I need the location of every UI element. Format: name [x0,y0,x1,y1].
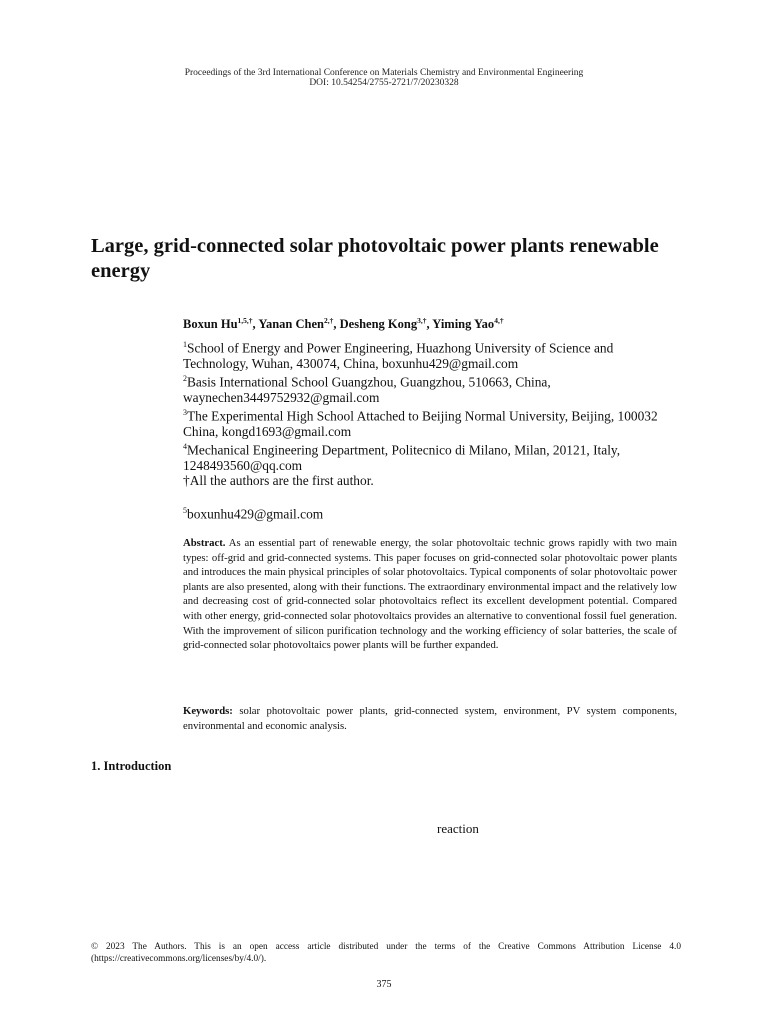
affiliation-text: School of Energy and Power Engineering, Huazhong University of Science and Technology, Wuhan, 430074, China, boxunhu429@gmail.com [183,340,614,371]
affiliation-text: The Experimental High School Attached to Beijing Normal University, Beijing, 100032 China, kongd1693@gmail.com [183,408,658,439]
keywords-label: Keywords: [183,705,233,717]
first-author-note: †All the authors are the first author. [183,473,374,489]
author: Yiming Yao [432,317,495,332]
proceedings-header: Proceedings of the 3rd International Conference on Materials Chemistry and Environmental Engineering [184,68,584,78]
author-separator: , [426,317,433,332]
abstract [183,536,677,653]
author-list [183,316,504,332]
affiliations [183,337,663,489]
author-separator: , [333,317,340,332]
affiliation-sup: 4 [183,442,187,452]
email-text: boxunhu429@gmail.com [187,506,324,522]
paper-title: Large, grid-connected solar photovoltaic power plants renewable energy [91,235,659,282]
author-sup: 2,† [324,316,334,325]
stray-word: reaction [437,821,479,836]
affiliation [183,371,663,405]
corresponding-email [183,506,323,522]
affiliation-sup: 3 [183,408,187,418]
affiliation-text: Basis International School Guangzhou, Guangzhou, 510663, China, waynechen3449752932@gmail.com [183,374,551,405]
abstract-label: Abstract. [183,537,226,549]
author-sup: 1,5,† [237,316,253,325]
affiliation-sup: 2 [183,374,187,384]
abstract-text: As an essential part of renewable energy, the solar photovoltaic technic grows rapidly with two main types: off-grid and grid-connected systems. This paper focuses on grid-connected solar photovoltaic power plants and introduces the main physical principles of solar photovoltaics. Typical components of solar photovoltaic power plants are also presented, along with their functions. The extraordinary environmental impact and the relatively low and decreasing cost of grid-connected solar photovoltaics reflect its excellent development potential. Compared with other energy, grid-connected solar photovoltaics provides an alternative to conventional fossil fuel generation. With the improvement of silicon purification technology and the working efficiency of solar batteries, the scale of grid-connected solar photovoltaics power plants will be further expanded. [183,537,677,652]
doi-line: DOI: 10.54254/2755-2721/7/20230328 [309,78,459,88]
author: Desheng Kong [339,317,418,332]
author-sup: 3,† [417,316,427,325]
affiliation [183,337,663,371]
keywords [183,704,677,733]
author-separator: , [252,317,259,332]
author: Boxun Hu [183,317,238,332]
email-sup: 5 [183,506,187,515]
section-heading: 1. Introduction [91,759,172,773]
affiliation [183,439,663,473]
affiliation-sup: 1 [183,340,187,349]
license-notice: © 2023 The Authors. This is an open access article distributed under the terms of the Creative Commons Attribution License 4.0 (https://creativecommons.org/licenses/by/4.0/). [91,942,681,964]
page-number: 375 [376,979,392,990]
author-sup: 4,† [494,316,504,325]
affiliation-text: Mechanical Engineering Department, Politecnico di Milano, Milan, 20121, Italy, 1248493560@qq.com [183,442,621,473]
author: Yanan Chen [258,317,324,332]
keywords-text: solar photovoltaic power plants, grid-connected system, environment, PV system components, environmental and economic analysis. [183,705,677,732]
affiliation [183,405,663,439]
